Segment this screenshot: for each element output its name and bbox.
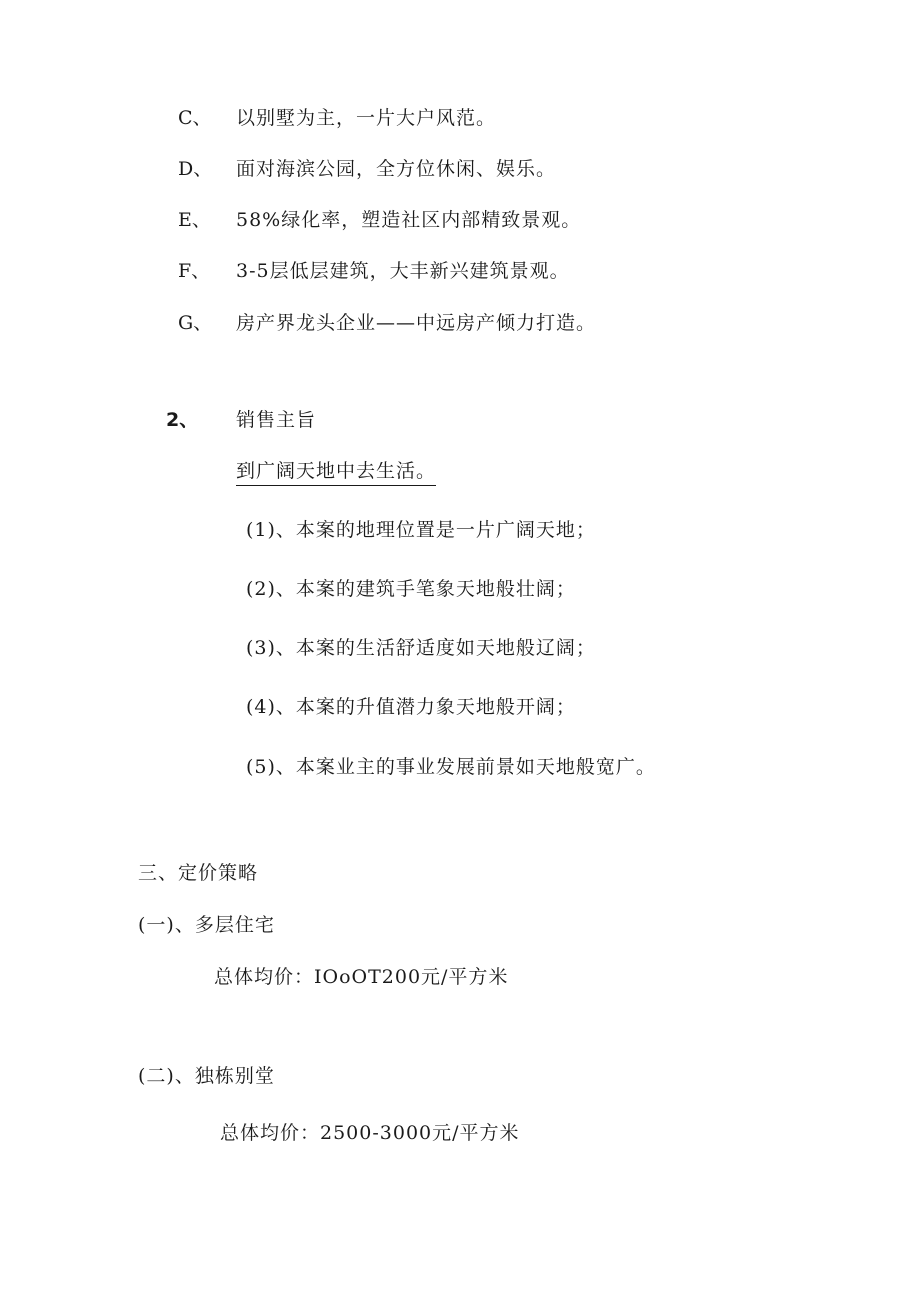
list-marker: G、 (178, 312, 213, 334)
slogan: 到广阔天地中去生活。 (236, 459, 436, 486)
section-heading: 销售主旨 (236, 409, 317, 431)
theme-point: (3)、本案的生活舒适度如天地般辽阔； (246, 637, 596, 659)
list-marker: C、 (178, 107, 212, 129)
subsection-heading: (一)、多层住宅 (138, 914, 275, 936)
theme-point: (4)、本案的升值潜力象天地般开阔； (246, 696, 576, 718)
price-line: 总体均价：2500-3000元/平方米 (220, 1122, 520, 1144)
section-number: 2、 (166, 409, 199, 431)
feature-item: 3-5层低层建筑，大丰新兴建筑景观。 (236, 260, 570, 282)
feature-item: 房产界龙头企业——中远房产倾力打造。 (236, 312, 597, 334)
section-heading: 三、定价策略 (138, 862, 259, 884)
feature-item: 面对海滨公园，全方位休闲、娱乐。 (236, 158, 557, 180)
list-marker: D、 (178, 158, 213, 180)
feature-item: 以别墅为主，一片大户风范。 (236, 107, 497, 129)
list-marker: F、 (178, 260, 211, 282)
theme-point: (5)、本案业主的事业发展前景如天地般宽广。 (246, 756, 656, 778)
subsection-heading: (二)、独栋别堂 (138, 1065, 275, 1087)
theme-point: (2)、本案的建筑手笔象天地般壮阔； (246, 578, 576, 600)
price-line: 总体均价：IOoOT200元/平方米 (214, 966, 509, 988)
theme-point: (1)、本案的地理位置是一片广阔天地； (246, 519, 596, 541)
feature-item: 58%绿化率，塑造社区内部精致景观。 (236, 209, 582, 231)
list-marker: E、 (178, 209, 211, 231)
